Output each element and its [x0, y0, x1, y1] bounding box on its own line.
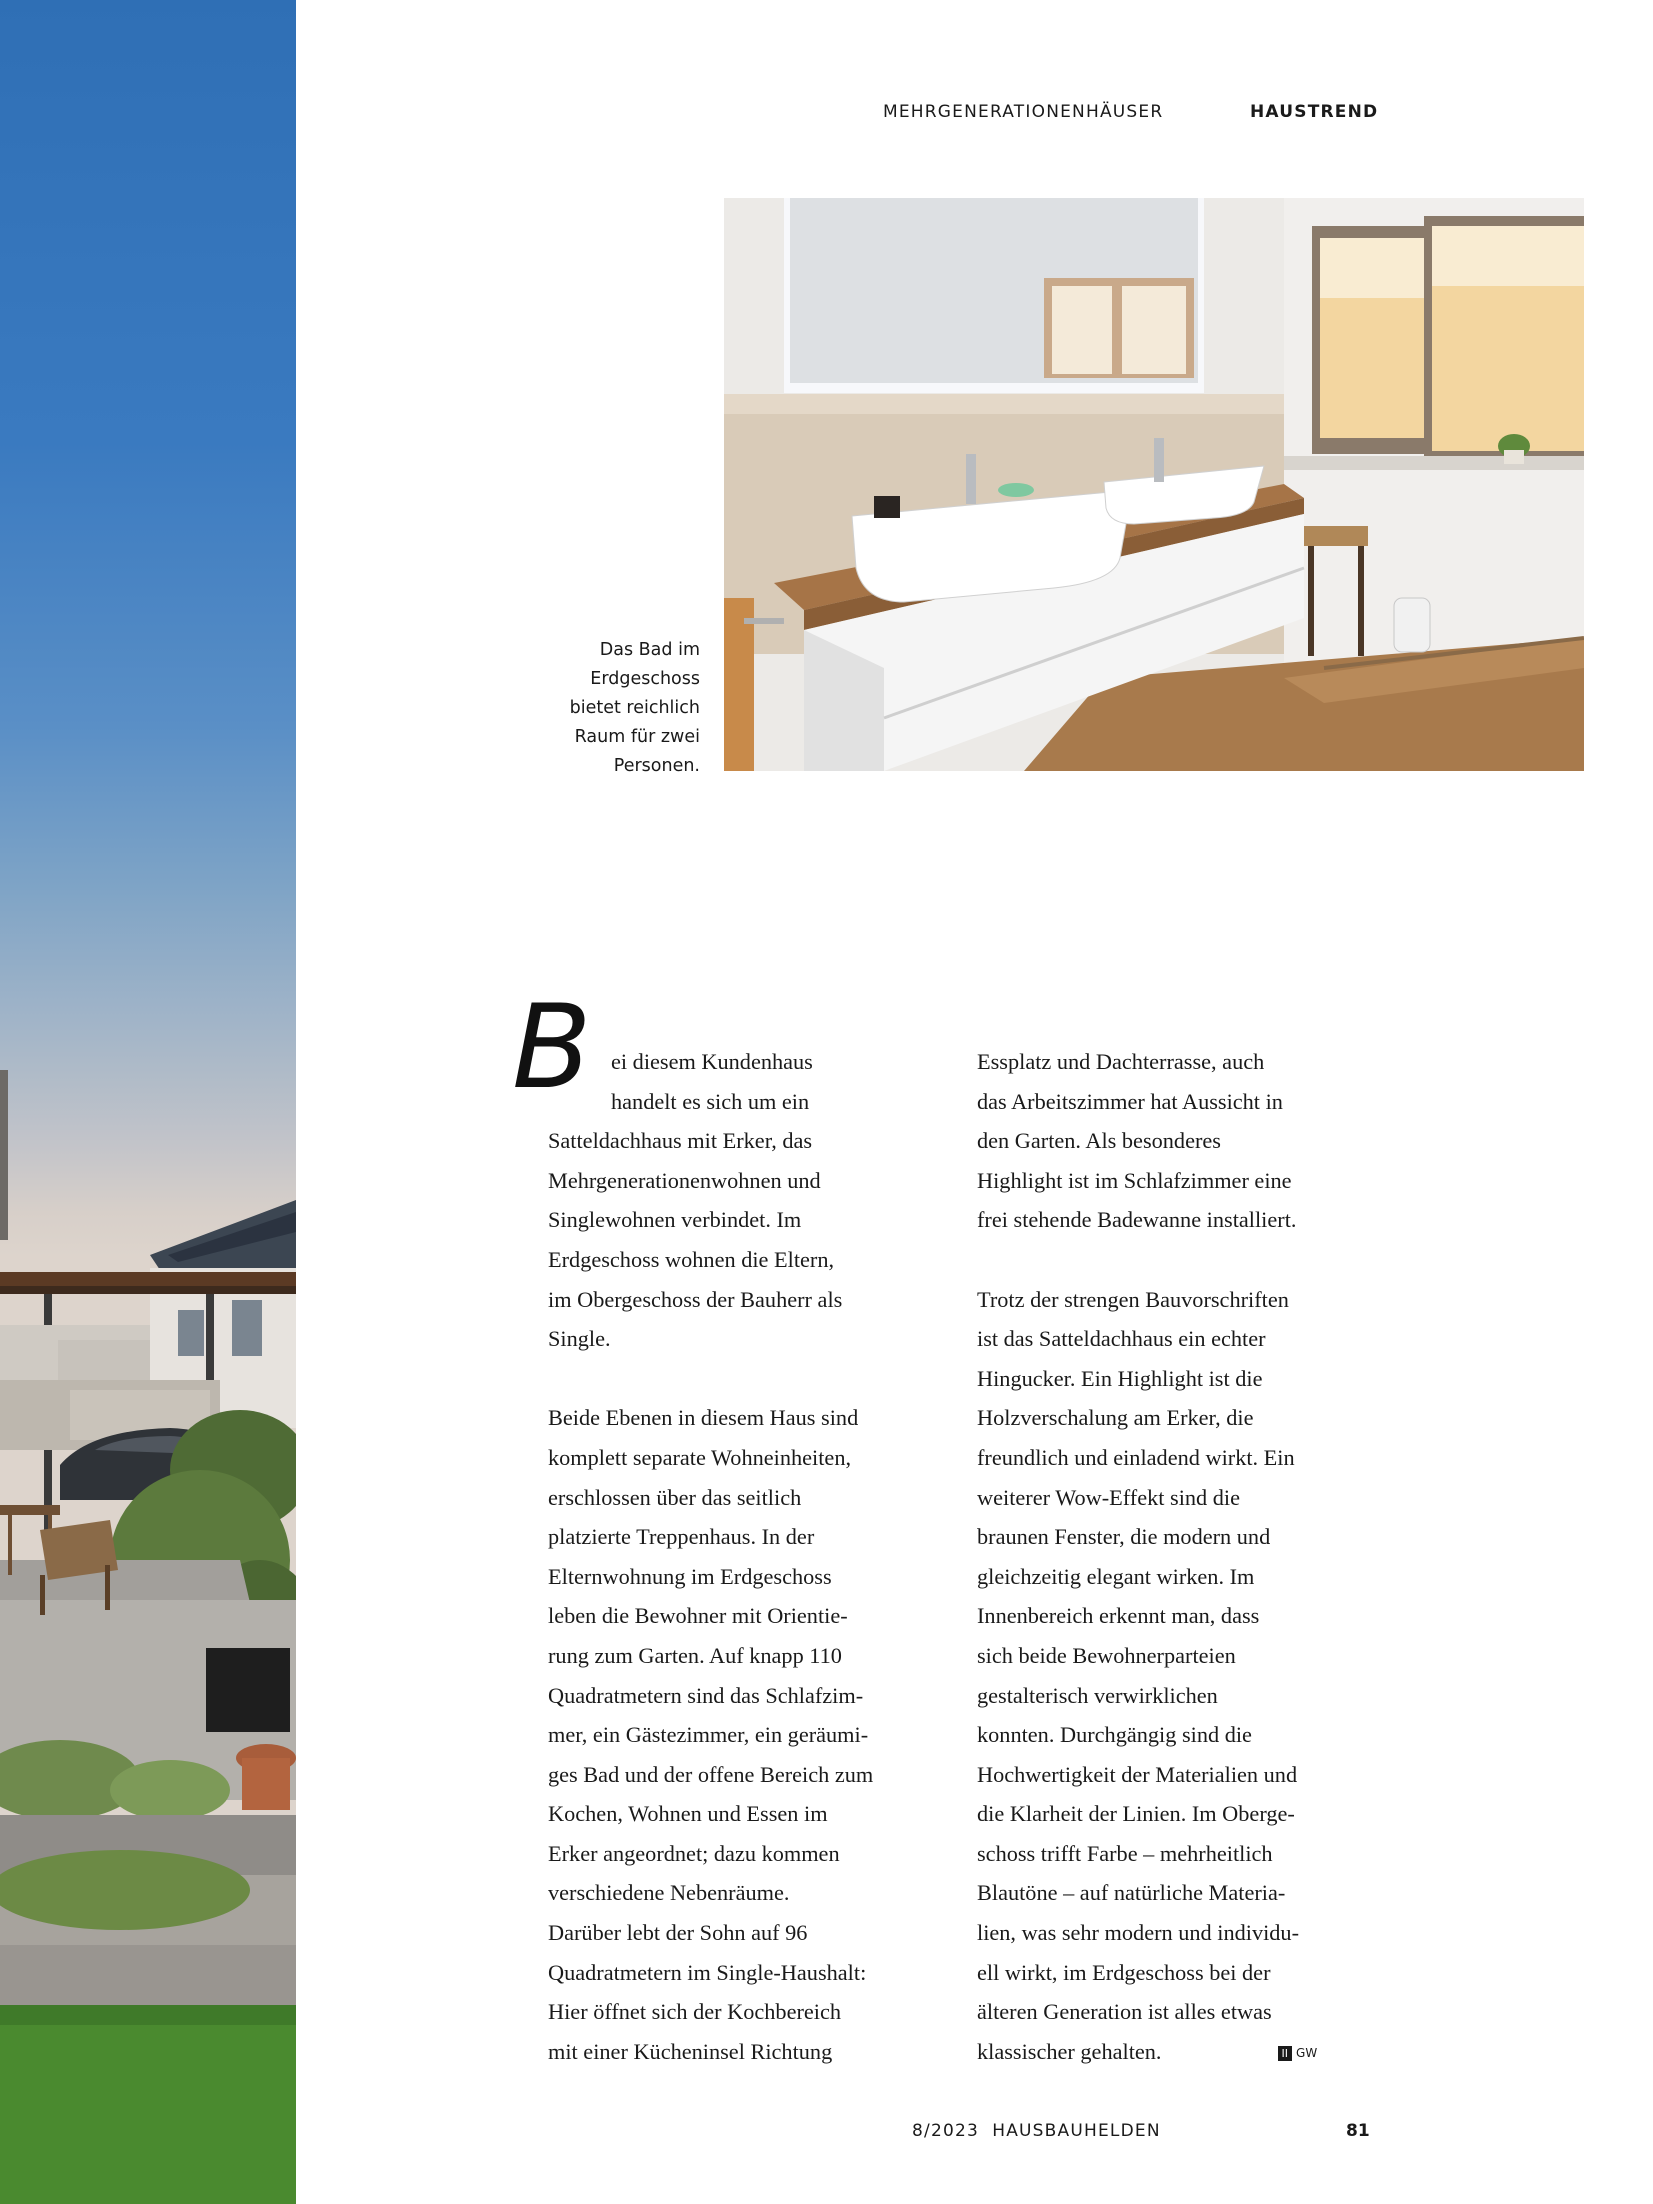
text-line: Singlewohnen verbindet. Im	[548, 1207, 802, 1233]
text-line: Quadratmetern sind das Schlafzim-	[548, 1682, 864, 1708]
caption-line: Raum für zwei	[574, 727, 700, 747]
text-line: älteren Generation ist alles etwas	[977, 1999, 1272, 2025]
brand-title: HAUSTREND	[1250, 102, 1379, 122]
text-line: Kochen, Wohnen und Essen im	[548, 1801, 828, 1827]
signature-initials: GW	[1296, 2045, 1318, 2060]
photo-caption	[520, 636, 700, 781]
section-title: MEHRGENERATIONENHÄUSER	[883, 102, 1164, 122]
text-line: Darüber lebt der Sohn auf 96	[548, 1920, 808, 1946]
text-line: Trotz der strengen Bauvorschriften	[977, 1286, 1289, 1312]
text-line: schoss trifft Farbe – mehrheitlich	[977, 1840, 1273, 1866]
bathroom-photo-drawing	[724, 198, 1584, 771]
text-line: platzierte Treppenhaus. In der	[548, 1524, 815, 1550]
text-line: ell wirkt, im Erdgeschoss bei der	[977, 1959, 1271, 1985]
text-line: Beide Ebenen in diesem Haus sind	[548, 1405, 859, 1431]
text-line: ei diesem Kundenhaus	[611, 1049, 813, 1074]
text-line: Hochwertigkeit der Materialien und	[977, 1761, 1298, 1787]
drop-cap: B	[512, 980, 592, 1115]
author-signature	[1278, 2034, 1318, 2074]
signature-mark: II	[1278, 2046, 1293, 2061]
bathroom-photo	[724, 198, 1584, 771]
text-line: braunen Fenster, die modern und	[977, 1524, 1271, 1550]
text-line: Erker angeordnet; dazu kommen	[548, 1840, 840, 1866]
text-line: Erdgeschoss wohnen die Eltern,	[548, 1246, 835, 1272]
text-line: sich beide Bewohnerparteien	[977, 1642, 1236, 1668]
article-column-right	[977, 1042, 1407, 2074]
text-line: Hier öffnet sich der Kochbereich	[548, 1999, 842, 2025]
text-line: die Klarheit der Linien. Im Oberge-	[977, 1801, 1295, 1827]
garden-photo-drawing	[0, 0, 296, 2204]
text-line: verschiedene Nebenräume.	[548, 1880, 790, 1906]
text-line: gleichzeitig elegant wirken. Im	[977, 1563, 1255, 1589]
article-column-left	[548, 1042, 978, 2071]
caption-line: Das Bad im	[599, 640, 700, 660]
text-line: mer, ein Gästezimmer, ein geräumi-	[548, 1722, 869, 1748]
text-line: komplett separate Wohneinheiten,	[548, 1444, 852, 1470]
text-line: lien, was sehr modern und individu-	[977, 1920, 1300, 1946]
text-line: freundlich und einladend wirkt. Ein	[977, 1444, 1295, 1470]
page-number: 81	[1346, 2121, 1370, 2141]
text-line: Blautöne – auf natürliche Materia-	[977, 1880, 1286, 1906]
text-line: frei stehende Badewanne installiert.	[977, 1207, 1297, 1233]
text-line: Innenbereich erkennt man, dass	[977, 1603, 1260, 1629]
text-line	[977, 2032, 1407, 2074]
paragraph-gap	[977, 1240, 1407, 1280]
text-line: Satteldachhaus mit Erker, das	[548, 1128, 813, 1154]
text-line: das Arbeitszimmer hat Aussicht in	[977, 1088, 1283, 1114]
text-line: konnten. Durchgängig sind die	[977, 1722, 1252, 1748]
text-line: Quadratmetern im Single-Haushalt:	[548, 1959, 867, 1985]
text-line: rung zum Garten. Auf knapp 110	[548, 1642, 842, 1668]
text-line: mit einer Kücheninsel Richtung	[548, 2038, 833, 2064]
text-line: leben die Bewohner mit Orientie-	[548, 1603, 848, 1629]
garden-photo	[0, 0, 296, 2204]
caption-line: bietet reichlich	[569, 698, 700, 718]
text-line: Elternwohnung im Erdgeschoss	[548, 1563, 832, 1589]
text-line: handelt es sich um ein	[611, 1088, 810, 1114]
last-line-text: klassischer gehalten.	[977, 2038, 1162, 2064]
paragraph-gap	[548, 1359, 978, 1399]
text-line: Hingucker. Ein Highlight ist die	[977, 1365, 1263, 1391]
text-line: Mehrgenerationenwohnen und	[548, 1167, 821, 1193]
text-line: Highlight ist im Schlafzimmer eine	[977, 1167, 1292, 1193]
issue-label	[912, 2121, 1161, 2141]
text-line: Holzverschalung am Erker, die	[977, 1405, 1254, 1431]
caption-line: Personen.	[613, 756, 700, 776]
issue-text: 8/2023 HAUSBAUHELDEN	[912, 2121, 1161, 2141]
text-line: ges Bad und der offene Bereich zum	[548, 1761, 874, 1787]
caption-line: Erdgeschoss	[590, 669, 700, 689]
text-line: Single.	[548, 1326, 611, 1352]
text-line: Essplatz und Dachterrasse, auch	[977, 1049, 1265, 1074]
text-line: erschlossen über das seitlich	[548, 1484, 802, 1510]
text-line: gestalterisch verwirklichen	[977, 1682, 1218, 1708]
text-line: im Obergeschoss der Bauherr als	[548, 1286, 843, 1312]
text-line: den Garten. Als besonderes	[977, 1128, 1221, 1154]
text-line: ist das Satteldachhaus ein echter	[977, 1326, 1266, 1352]
text-line: weiterer Wow-Effekt sind die	[977, 1484, 1241, 1510]
